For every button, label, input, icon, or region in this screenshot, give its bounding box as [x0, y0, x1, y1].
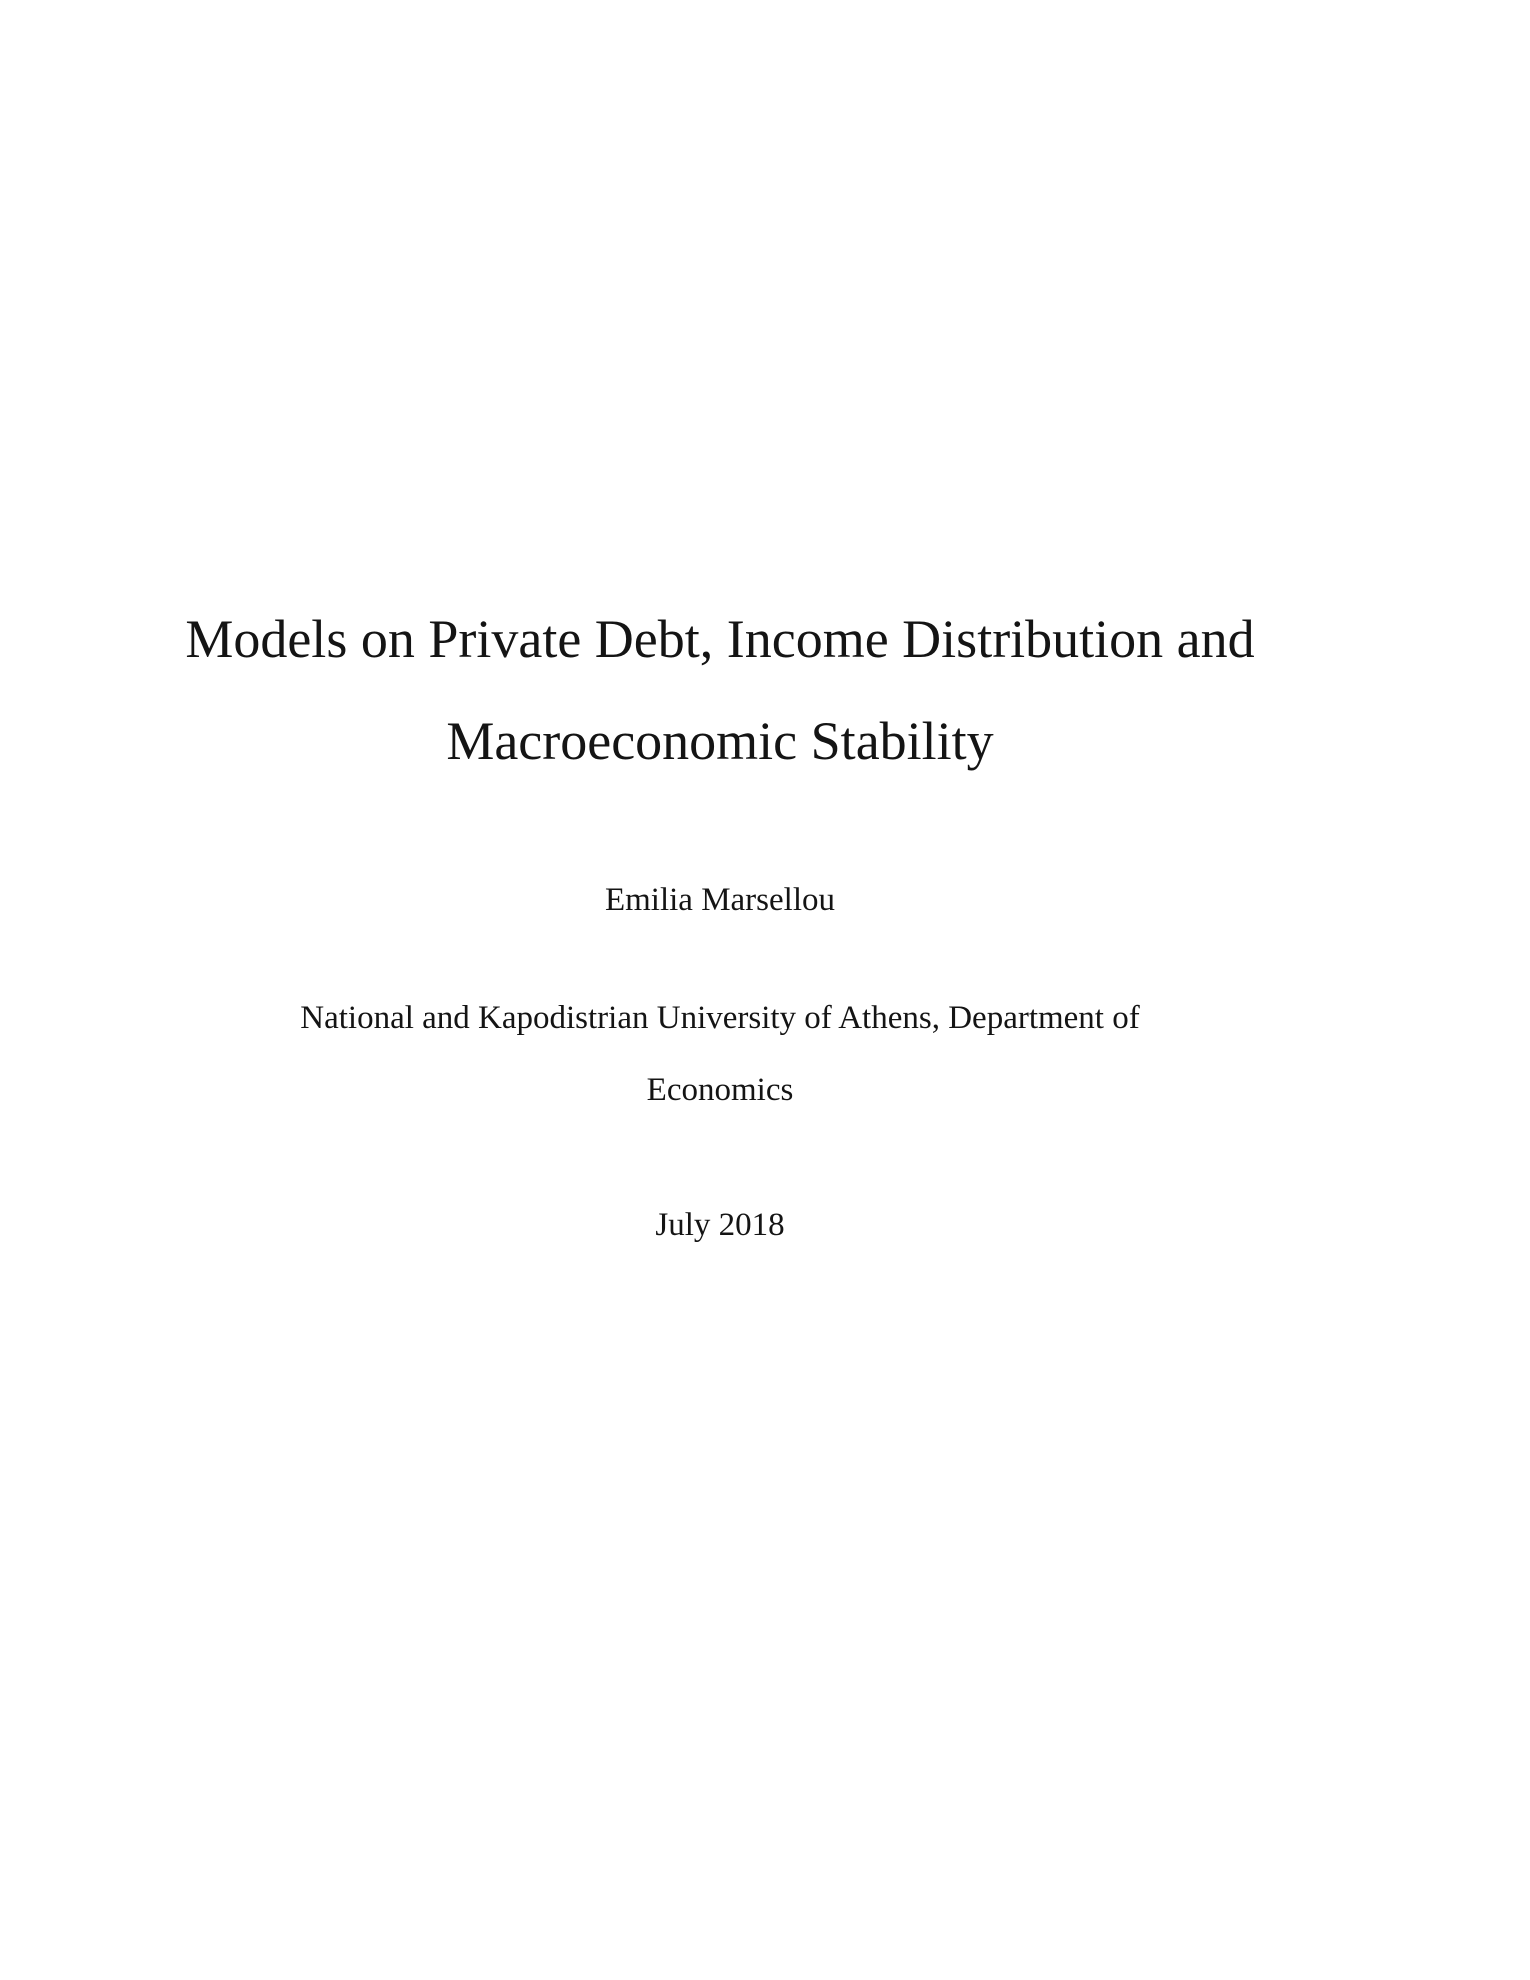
author-name: Emilia Marsellou	[604, 882, 836, 918]
publication-date: July 2018	[655, 1207, 785, 1243]
author-affiliation	[150, 982, 1290, 1126]
affiliation-line-1: National and Kapodistrian University of Athens, Department of	[300, 1000, 1140, 1036]
affiliation-line-2: Economics	[646, 1072, 794, 1108]
title-line-2: Macroeconomic Stability	[446, 711, 994, 771]
title-line-1: Models on Private Debt, Income Distribution and	[185, 609, 1255, 669]
document-title	[150, 588, 1290, 792]
